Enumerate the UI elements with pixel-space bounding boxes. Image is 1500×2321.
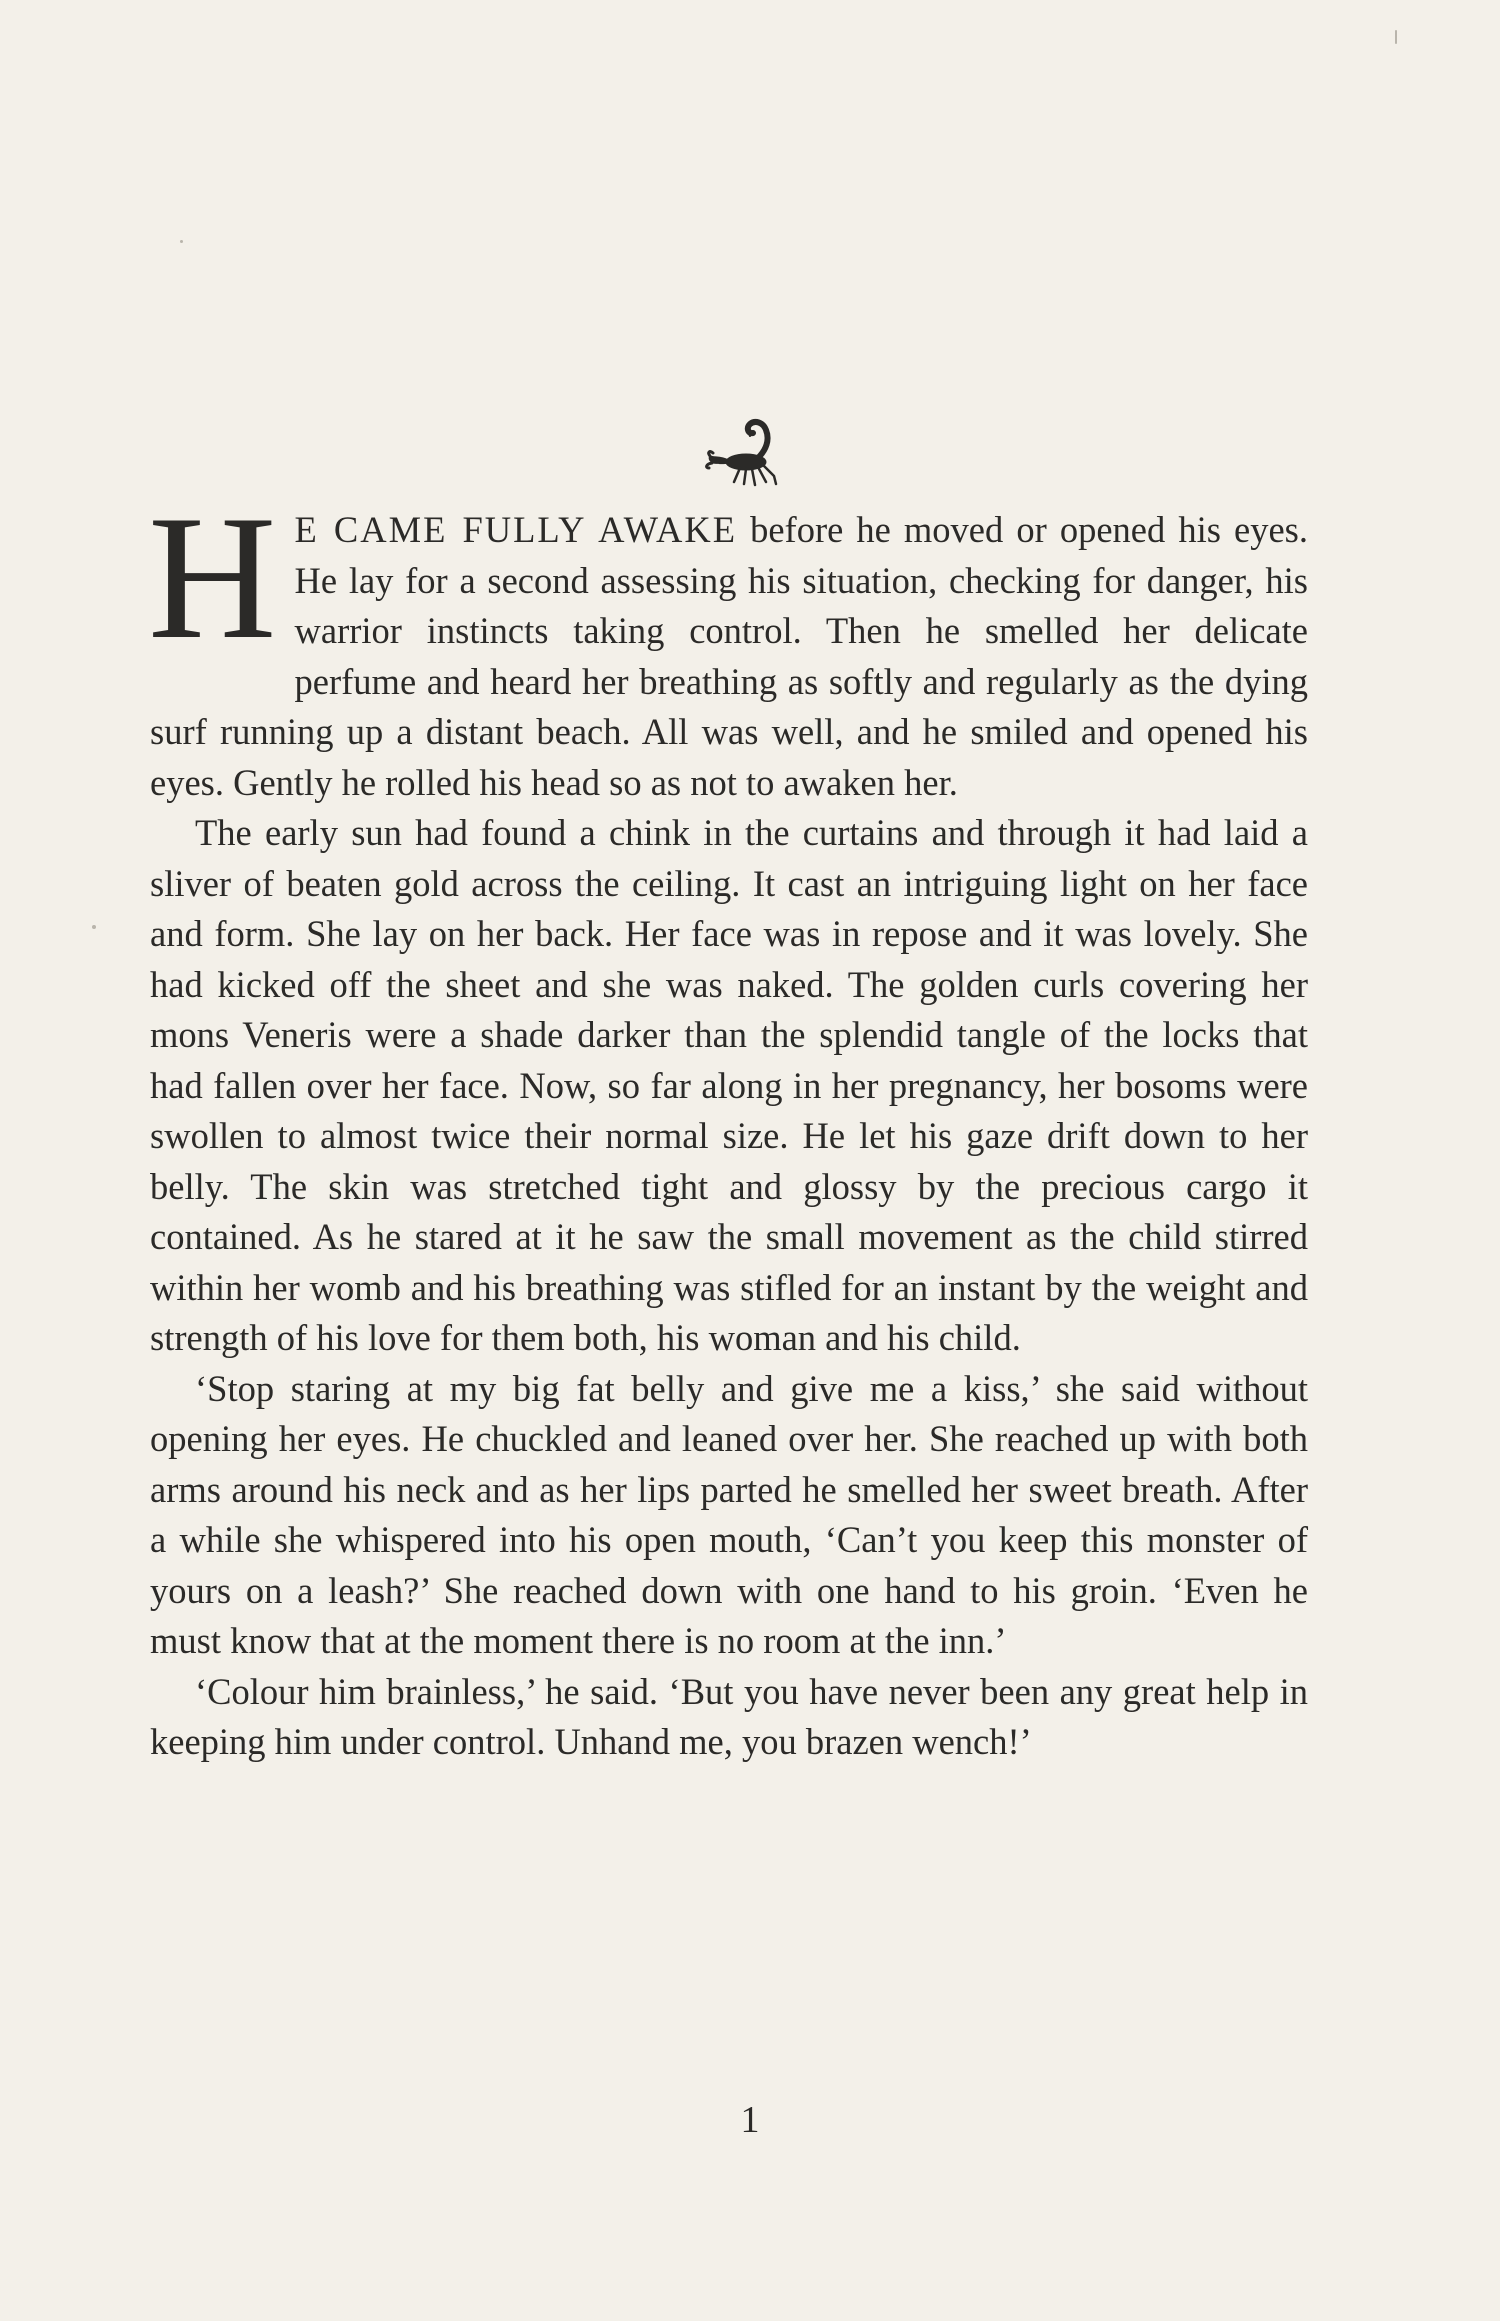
opening-text: before he moved or opened his eyes. He lay for a second assessing his situation, checking for danger, his warrior instincts taking control. Then he smelled her delicate perfume and heard her breathing as softly and regularly as the dying surf running up a distant beach. All was well, and he smiled and opened his eyes. Gently he rolled his head so as not to awaken her. [150, 509, 1308, 803]
scorpion-icon [700, 400, 800, 492]
chapter-text [148, 478, 1308, 1768]
lead-in-smallcaps: E CAME FULLY AWAKE [294, 509, 737, 550]
opening-paragraph [148, 478, 1308, 808]
drop-cap: H [148, 478, 277, 676]
paragraph: ‘Colour him brainless,’ he said. ‘But you have never been any great help in keeping him under control. Unhand me, you brazen wench!’ [150, 1670, 1308, 1762]
paper-speck [1395, 30, 1397, 44]
paragraph: ‘Stop staring at my big fat belly and give me a kiss,’ she said without opening her eyes. He chuckled and leaned over her. She reached up with both arms around his neck and as her lips parted he smelled her sweet breath. After a while she whispered into his open mouth, ‘Can’t you keep this monster of yours on a leash?’ She reached down with one hand to his groin. ‘Even he must know that at the moment there is no room at the inn.’ [150, 1367, 1308, 1661]
page-number: 1 [740, 2099, 760, 2141]
paragraph: The early sun had found a chink in the curtains and through it had laid a sliver of beaten gold across the ceiling. It cast an intriguing light on her face and form. She lay on her back. Her face was in repose and it was lovely. She had kicked off the sheet and she was naked. The golden curls covering her mons Veneris were a shade darker than the splendid tangle of the locks that had fallen over her face. Now, so far along in her pregnancy, her bosoms were swollen to almost twice their normal size. He let his gaze drift down to her belly. The skin was stretched tight and glossy by the precious cargo it contained. As he stared at it he saw the small movement as the child stirred within her womb and his breathing was stifled for an instant by the weight and strength of his love for them both, his woman and his child. [150, 812, 1308, 1358]
paper-speck [92, 925, 96, 929]
paper-speck [180, 240, 183, 243]
